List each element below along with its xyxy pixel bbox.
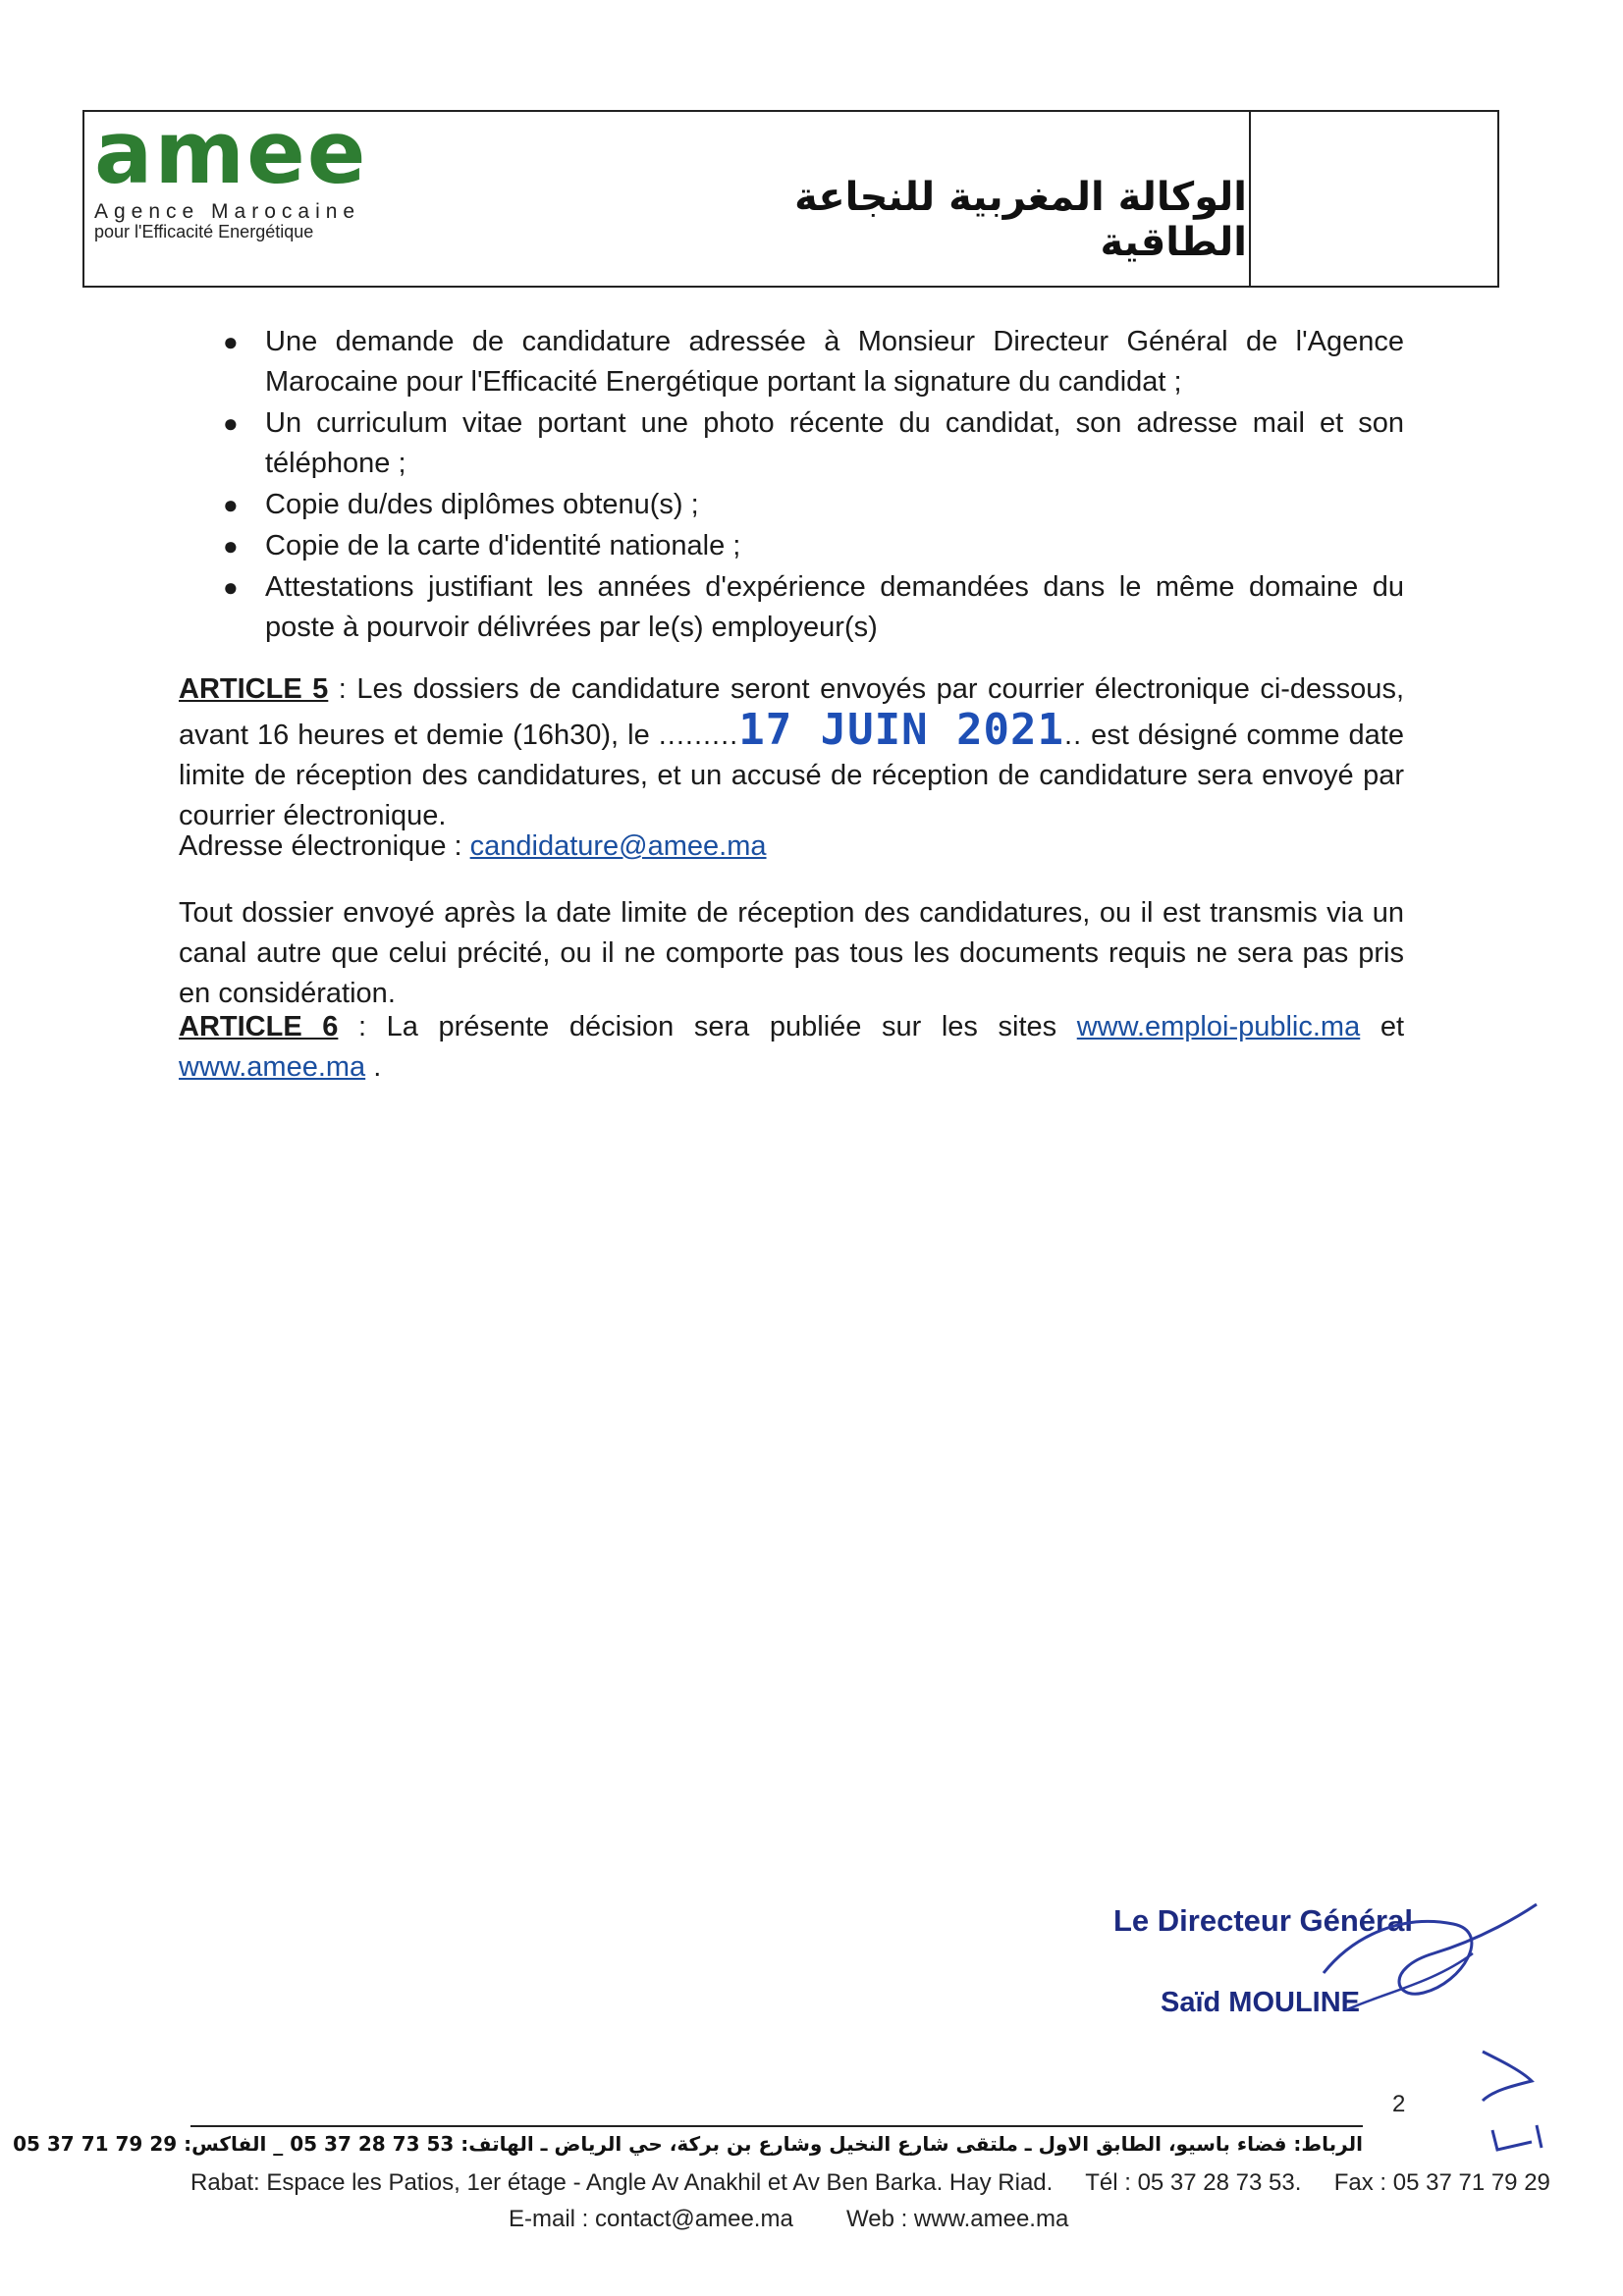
list-item: [223, 485, 1404, 525]
list-item-text: Un curriculum vitae portant une photo récente du candidat, son adresse mail et son téléphone ;: [265, 407, 1404, 479]
list-item-text: Copie de la carte d'identité nationale ;: [265, 530, 741, 561]
required-documents-list: [223, 322, 1404, 649]
logo-subtitle-line1: Agence Marocaine: [94, 200, 361, 223]
article-6-end: .: [373, 1051, 382, 1083]
email-label: Adresse électronique :: [179, 830, 462, 862]
amee-site-link[interactable]: www.amee.ma: [179, 1051, 366, 1083]
list-item-text: Une demande de candidature adressée à Monsieur Directeur Général de l'Agence Marocaine pour l'Efficacité Energétique portant la signature du candidat ;: [265, 326, 1404, 398]
article-6-conj: et: [1380, 1011, 1405, 1042]
bullet-icon: ●: [223, 531, 239, 561]
article-6-label: ARTICLE 6: [179, 1011, 339, 1042]
article-5-text-b: est désigné comme date limite de réception des candidatures, et un accusé de réception de candidature sera envoyé par courrier électronique.: [179, 720, 1404, 831]
footer-email: E-mail : contact@amee.ma: [509, 2206, 793, 2232]
footer-tel: Tél : 05 37 28 73 53.: [1085, 2169, 1302, 2196]
list-item-text: Copie du/des diplômes obtenu(s) ;: [265, 489, 699, 520]
page-number: 2: [1392, 2091, 1406, 2117]
list-item: [223, 403, 1404, 484]
date-stamp: 17 JUIN 2021: [738, 705, 1065, 755]
emploi-public-link[interactable]: www.emploi-public.ma: [1076, 1011, 1361, 1042]
footer-address-line: [190, 2169, 1550, 2197]
list-item: [223, 567, 1404, 648]
email-line: [179, 827, 1404, 867]
handwritten-signature: [1316, 1895, 1551, 2032]
signatory-title: Le Directeur Général: [1113, 1903, 1413, 1938]
handwritten-initials: [1463, 2032, 1551, 2160]
article-5-paragraph: ARTICLE 5 : Les dossiers de candidature seront envoyés par courrier électronique ci-dessous, avant 16 heures et demie (16h30), le .........17 JUIN 2021.. est désigné comme date limite de réception des candidatures, et un accusé de réception de candidature sera envoyé par courrier électronique.: [179, 673, 1404, 831]
logo-subtitle-line2: pour l'Efficacité Energétique: [94, 222, 314, 241]
list-item-text: Attestations justifiant les années d'expérience demandées dans le même domaine du poste à pourvoir délivrées par le(s) employeur(s): [265, 571, 1404, 643]
article-5-text-a: Les dossiers de candidature seront envoyés par courrier électronique ci-dessous, avant 16 heures et demie (16h30), le: [179, 673, 1404, 751]
date-dots-after: ..: [1064, 720, 1083, 751]
bullet-icon: ●: [223, 327, 239, 356]
date-dots-before: .........: [658, 720, 739, 751]
footer-arabic-address: الرباط: فضاء باسيو، الطابق الاول ـ ملتقى شارع النخيل وشارع بن بركة، حي الرياض ـ الهاتف: 53 73 28 37 05 _ الفاكس: 29 79 71 37 05: [13, 2132, 1363, 2156]
article-6-paragraph: ARTICLE 6 : La présente décision sera publiée sur les sites www.emploi-public.ma et www.amee.ma .: [179, 1011, 1405, 1083]
article-5-label: ARTICLE 5: [179, 673, 329, 705]
article-6-text: La présente décision sera publiée sur les sites: [386, 1011, 1057, 1042]
list-item: [223, 526, 1404, 566]
footer-address: Rabat: Espace les Patios, 1er étage - Angle Av Anakhil et Av Ben Barka. Hay Riad.: [190, 2169, 1054, 2196]
bullet-icon: ●: [223, 572, 239, 602]
list-item: [223, 322, 1404, 402]
application-email-link[interactable]: candidature@amee.ma: [469, 830, 767, 862]
footer-rule: [190, 2125, 1363, 2127]
notice-paragraph: Tout dossier envoyé après la date limite de réception des candidatures, ou il est transmis via un canal autre que celui précité, ou il ne comporte pas tous les documents requis ne sera pas pris en considération.: [179, 897, 1404, 1009]
header-divider: [1249, 110, 1251, 288]
bullet-icon: ●: [223, 490, 239, 519]
footer-web: Web : www.amee.ma: [846, 2206, 1069, 2232]
arabic-agency-title: الوكالة المغربية للنجاعة الطاقية: [794, 175, 1247, 265]
signatory-name: Saïd MOULINE: [1161, 1987, 1361, 2018]
footer-fax: Fax : 05 37 71 79 29: [1333, 2169, 1550, 2196]
amee-logo: amee: [94, 102, 368, 203]
bullet-icon: ●: [223, 408, 239, 438]
